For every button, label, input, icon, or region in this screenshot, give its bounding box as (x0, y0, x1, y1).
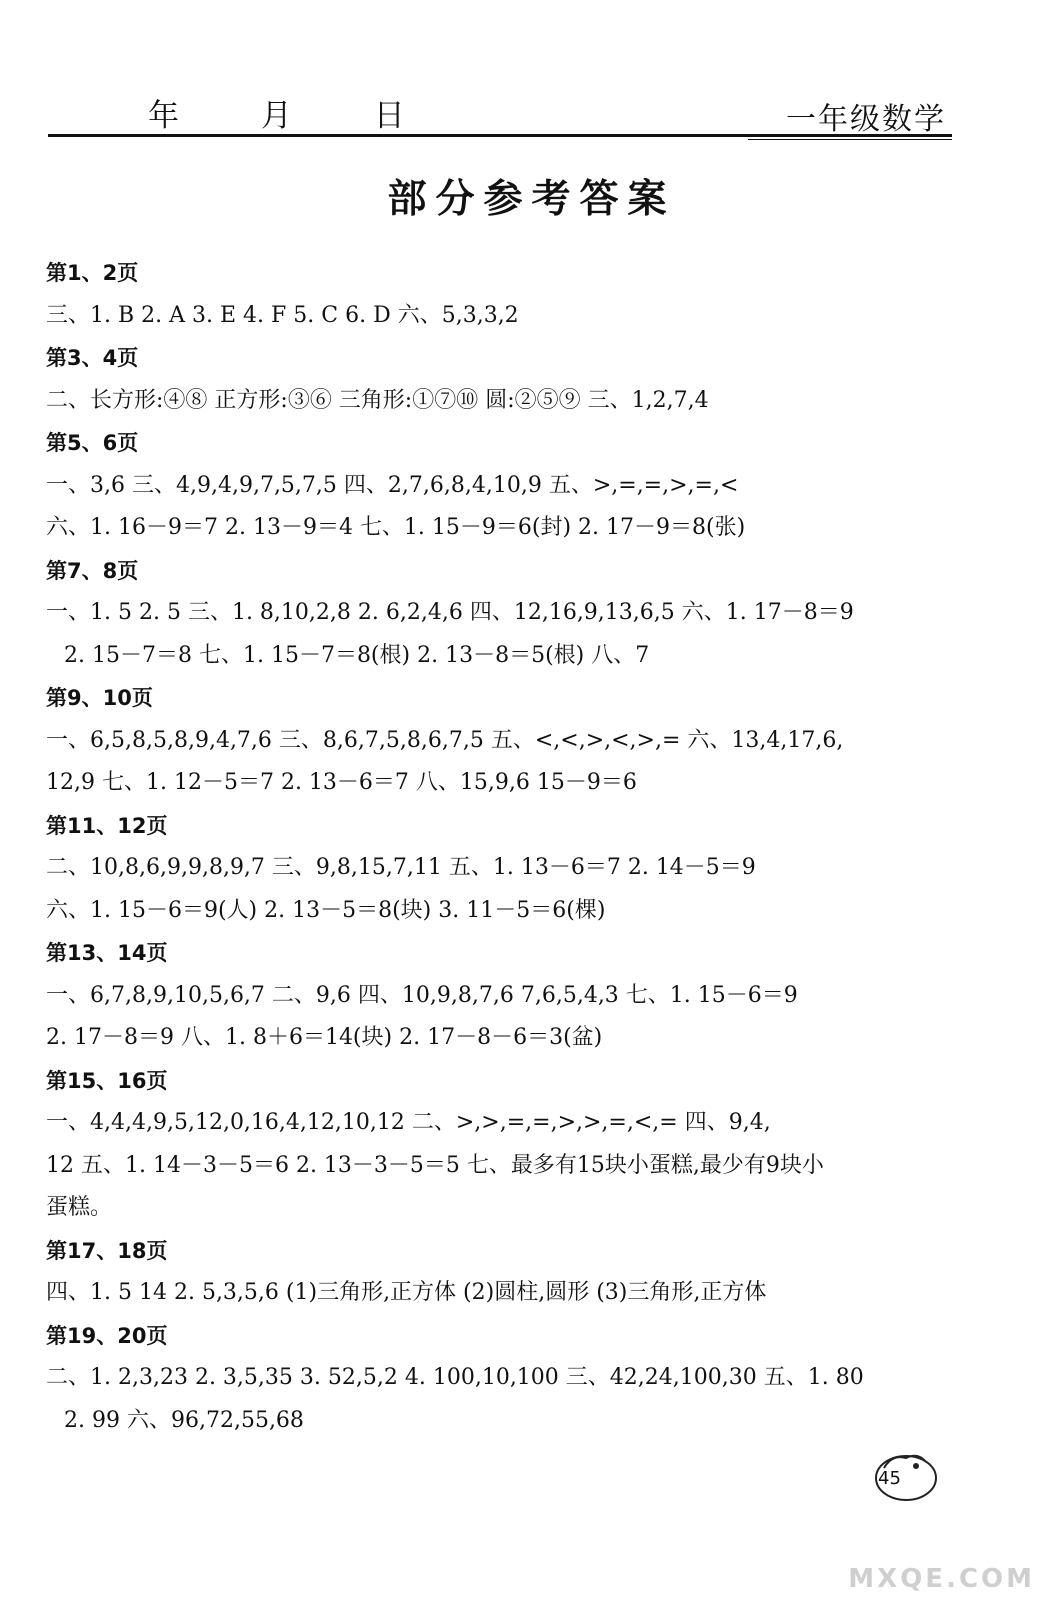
answer-line: 六、1. 16－9＝7 2. 13－9＝4 七、1. 15－9＝6(封) 2. 17－9＝8(张) (46, 515, 746, 540)
header-rule-thin (748, 139, 952, 140)
section-heading: 第9、10页 (46, 686, 153, 710)
answer-list (46, 252, 946, 1442)
section-heading: 第5、6页 (46, 431, 139, 455)
month-label: 月 (260, 98, 294, 134)
year-label: 年 (148, 98, 181, 134)
answer-line: 二、10,8,6,9,9,8,9,7 三、9,8,15,7,11 五、1. 13－6＝7 2. 14－5＝9 (46, 855, 756, 880)
day-label: 日 (373, 98, 407, 134)
answer-line: 12 五、1. 14－3－5＝6 2. 13－3－5＝5 七、最多有15块小蛋糕,最少有9块小 (46, 1152, 824, 1178)
answer-line: 四、1. 5 14 2. 5,3,5,6 (1)三角形,正方体 (2)圆柱,圆形 (3)三角形,正方体 (46, 1280, 767, 1305)
page-number: 45 (878, 1468, 901, 1489)
answer-line: 三、1. B 2. A 3. E 4. F 5. C 6. D 六、5,3,3,2 (46, 302, 519, 328)
answer-line: 一、3,6 三、4,9,4,9,7,5,7,5 四、2,7,6,8,4,10,9 五、>,=,=,>,=,< (46, 472, 739, 498)
answer-line: 一、6,7,8,9,10,5,6,7 二、9,6 四、10,9,8,7,6 7,6,5,4,3 七、1. 15－6＝9 (46, 982, 798, 1008)
answer-line: 12,9 七、1. 12－5＝7 2. 13－6＝7 八、15,9,6 15－9＝6 (46, 770, 637, 795)
answer-line: 2. 15－7＝8 七、1. 15－7＝8(根) 2. 13－8＝5(根) 八、7 (64, 642, 650, 668)
watermark: MXQE.COM (848, 1564, 1035, 1594)
answer-line: 蛋糕。 (46, 1195, 113, 1220)
answer-line: 二、长方形:④⑧ 正方形:③⑥ 三角形:①⑦⑩ 圆:②⑤⑨ 三、1,2,7,4 (46, 387, 709, 413)
page-header (48, 82, 952, 142)
answer-line: 2. 99 六、96,72,55,68 (64, 1407, 304, 1433)
section-heading: 第17、18页 (46, 1238, 168, 1263)
date-fields (148, 90, 475, 135)
subject-label: 一年级数学 (786, 102, 946, 137)
answer-line: 一、1. 5 2. 5 三、1. 8,10,2,8 2. 6,2,4,6 四、12,16,9,13,6,5 六、1. 17－8＝9 (46, 600, 854, 625)
answer-line: 一、4,4,4,9,5,12,0,16,4,12,10,12 二、>,>,=,=,>,>,=,<,= 四、9,4, (46, 1110, 771, 1135)
section-heading: 第15、16页 (46, 1068, 168, 1093)
section-heading: 第3、4页 (46, 346, 139, 370)
answer-line: 六、1. 15－6＝9(人) 2. 13－5＝8(块) 3. 11－5＝6(棵) (46, 897, 606, 923)
answer-line: 二、1. 2,3,23 2. 3,5,35 3. 52,5,2 4. 100,10,100 三、42,24,100,30 五、1. 80 (46, 1365, 864, 1390)
answer-line: 一、6,5,8,5,8,9,4,7,6 三、8,6,7,5,8,6,7,5 五、<,<,>,<,>,= 六、13,4,17,6, (46, 727, 844, 753)
section-heading: 第13、14页 (46, 941, 168, 965)
section-heading: 第11、12页 (46, 813, 168, 838)
section-heading: 第7、8页 (46, 558, 139, 583)
page-title: 部分参考答案 (387, 177, 676, 222)
section-heading: 第19、20页 (46, 1323, 168, 1348)
header-rule (48, 134, 952, 137)
answer-line: 2. 17－8＝9 八、1. 8＋6＝14(块) 2. 17－8－6＝3(盆) (46, 1025, 603, 1050)
section-heading: 第1、2页 (46, 261, 139, 285)
